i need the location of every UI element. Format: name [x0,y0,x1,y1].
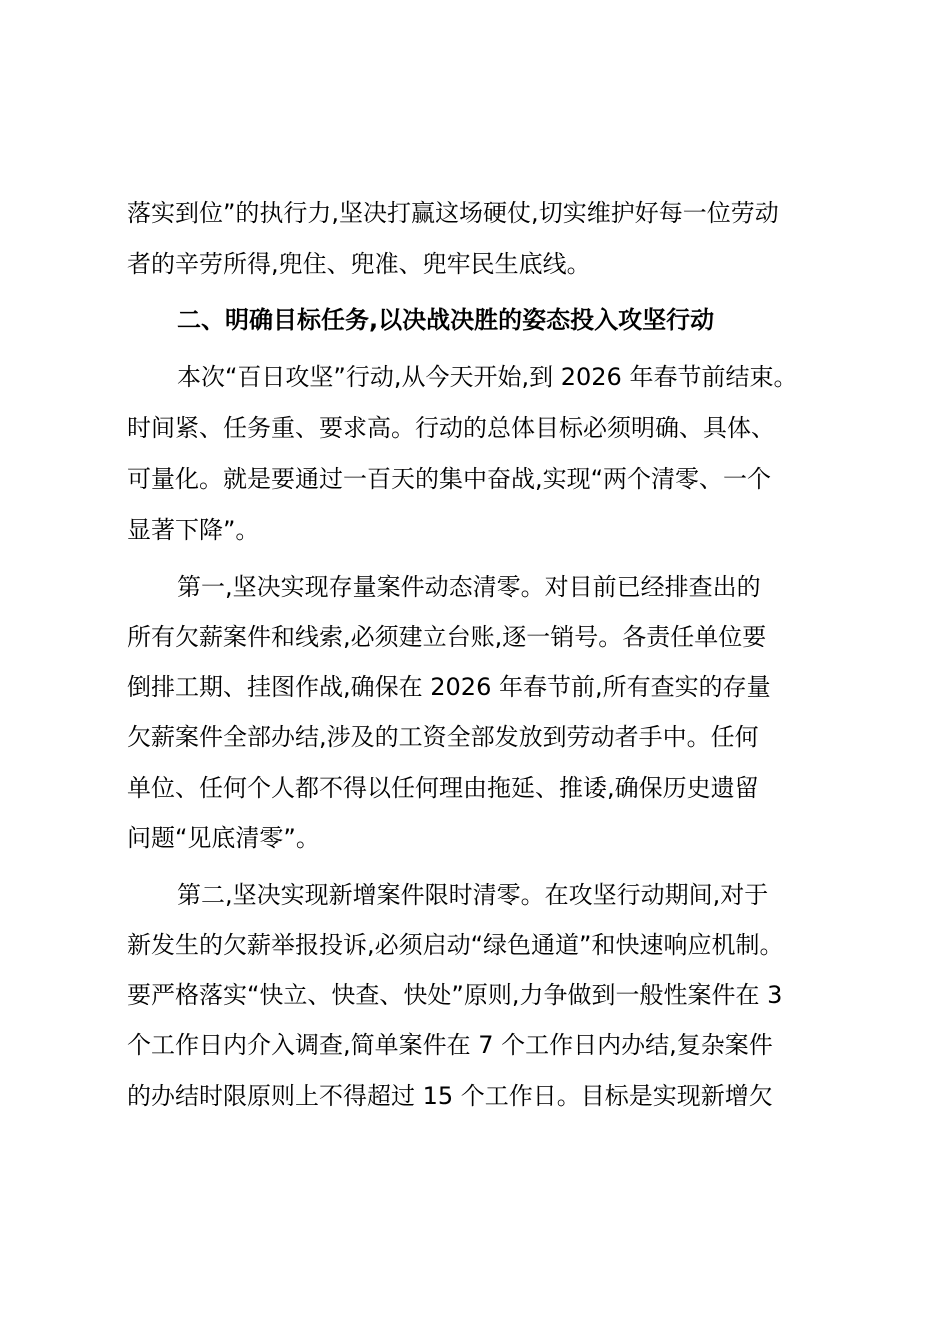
text-line: 个工作日内介入调查,简单案件在 7 个工作日内办结,复杂案件 [127,1031,773,1059]
text-line: 倒排工期、挂图作战,确保在 2026 年春节前,所有查实的存量 [127,673,771,701]
text-line: 落实到位”的执行力,坚决打赢这场硬仗,切实维护好每一位劳动 [127,199,779,227]
text-line: 第一,坚决实现存量案件动态清零。对目前已经排查出的 [177,573,761,601]
text-line: 者的辛劳所得,兜住、兜准、兜牢民生底线。 [127,250,591,278]
text-line: 欠薪案件全部办结,涉及的工资全部发放到劳动者手中。任何 [127,723,759,751]
text-line: 本次“百日攻坚”行动,从今天开始,到 2026 年春节前结束。 [177,363,798,391]
text-line: 所有欠薪案件和线索,必须建立台账,逐一销号。各责任单位要 [127,623,767,651]
text-line: 单位、任何个人都不得以任何理由拖延、推诿,确保历史遗留 [127,774,759,802]
text-line: 第二,坚决实现新增案件限时清零。在攻坚行动期间,对于 [177,881,769,909]
section-heading: 二、明确目标任务,以决战决胜的姿态投入攻坚行动 [177,306,715,334]
text-line: 要严格落实“快立、快查、快处”原则,力争做到一般性案件在 3 [127,981,783,1009]
text-line: 可量化。就是要通过一百天的集中奋战,实现“两个清零、一个 [127,465,772,493]
text-line: 问题“见底清零”。 [127,824,320,852]
text-line: 时间紧、任务重、要求高。行动的总体目标必须明确、具体、 [127,414,775,442]
text-line: 新发生的欠薪举报投诉,必须启动“绿色通道”和快速响应机制。 [127,931,784,959]
text-line: 显著下降”。 [127,516,260,544]
text-line: 的办结时限原则上不得超过 15 个工作日。目标是实现新增欠 [127,1082,773,1110]
